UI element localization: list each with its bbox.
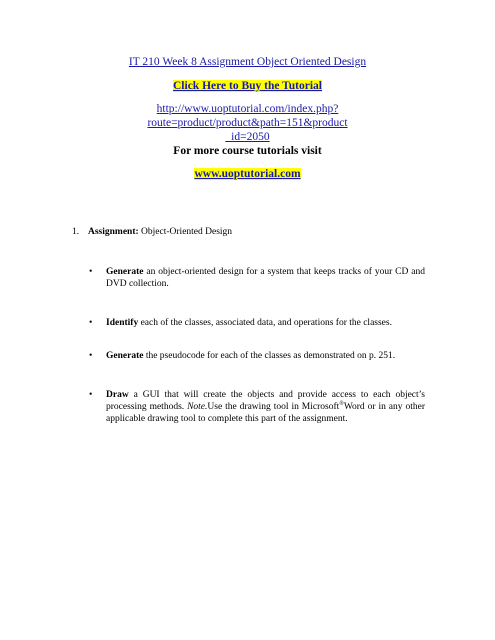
bullet-body xyxy=(106,317,425,329)
bullet-text: the pseudocode for each of the classes as demonstrated on p. 251. xyxy=(143,351,396,361)
assignment-number: 1. xyxy=(72,227,80,237)
bullet-body xyxy=(106,389,425,425)
visit-text: For more course tutorials visit xyxy=(173,145,322,157)
bullet-body xyxy=(106,266,425,290)
bullet-icon: • xyxy=(89,318,93,328)
bullet-item-generate-design xyxy=(90,266,425,290)
product-url-part2: _id=2050 xyxy=(225,131,270,143)
bullet-text: an object-oriented design for a system that keeps tracks of your CD and DVD collection. xyxy=(106,267,425,289)
bullet-text: a GUI that will create the objects and provide access to each object’s processing methods. xyxy=(106,390,425,412)
bullet-keyword: Generate xyxy=(106,267,144,277)
buy-line xyxy=(0,80,495,92)
bullet-keyword: Identify xyxy=(106,318,139,328)
note-italic: Note. xyxy=(187,402,208,412)
bullet-text: each of the classes, associated data, and operations for the classes. xyxy=(138,318,392,328)
bullet-icon: • xyxy=(89,390,93,400)
bullet-icon: • xyxy=(89,351,93,361)
assignment-text: Object-Oriented Design xyxy=(141,227,233,237)
title-link[interactable]: IT 210 Week 8 Assignment Object Oriented Design xyxy=(128,56,367,68)
url-line xyxy=(60,102,435,144)
bullet-icon: • xyxy=(89,267,93,277)
bullet-keyword: Draw xyxy=(106,390,129,400)
product-url-link[interactable] xyxy=(147,103,347,143)
bullet-item-generate-pseudocode xyxy=(90,350,425,362)
title-line xyxy=(0,56,495,68)
site-link[interactable]: www.uoptutorial.com xyxy=(194,168,301,180)
site-line xyxy=(0,168,495,180)
product-url-part1: http://www.uoptutorial.com/index.php?route=product/product&path=151&product xyxy=(147,103,348,129)
bullet-keyword: Generate xyxy=(106,351,144,361)
bullet-item-identify xyxy=(90,317,425,329)
bullet-body xyxy=(106,350,425,362)
bullet-text-mid: Use the drawing tool in Microsoft xyxy=(207,402,340,412)
bullet-text-end: Word or in any other applicable drawing tool to complete this part of the assignment. xyxy=(106,402,425,424)
assignment-label: Assignment: xyxy=(88,227,139,237)
registered-mark: ® xyxy=(339,400,344,407)
assignment-heading xyxy=(72,227,232,237)
bullet-item-draw-gui xyxy=(90,389,425,425)
buy-tutorial-link[interactable]: Click Here to Buy the Tutorial xyxy=(173,80,322,92)
